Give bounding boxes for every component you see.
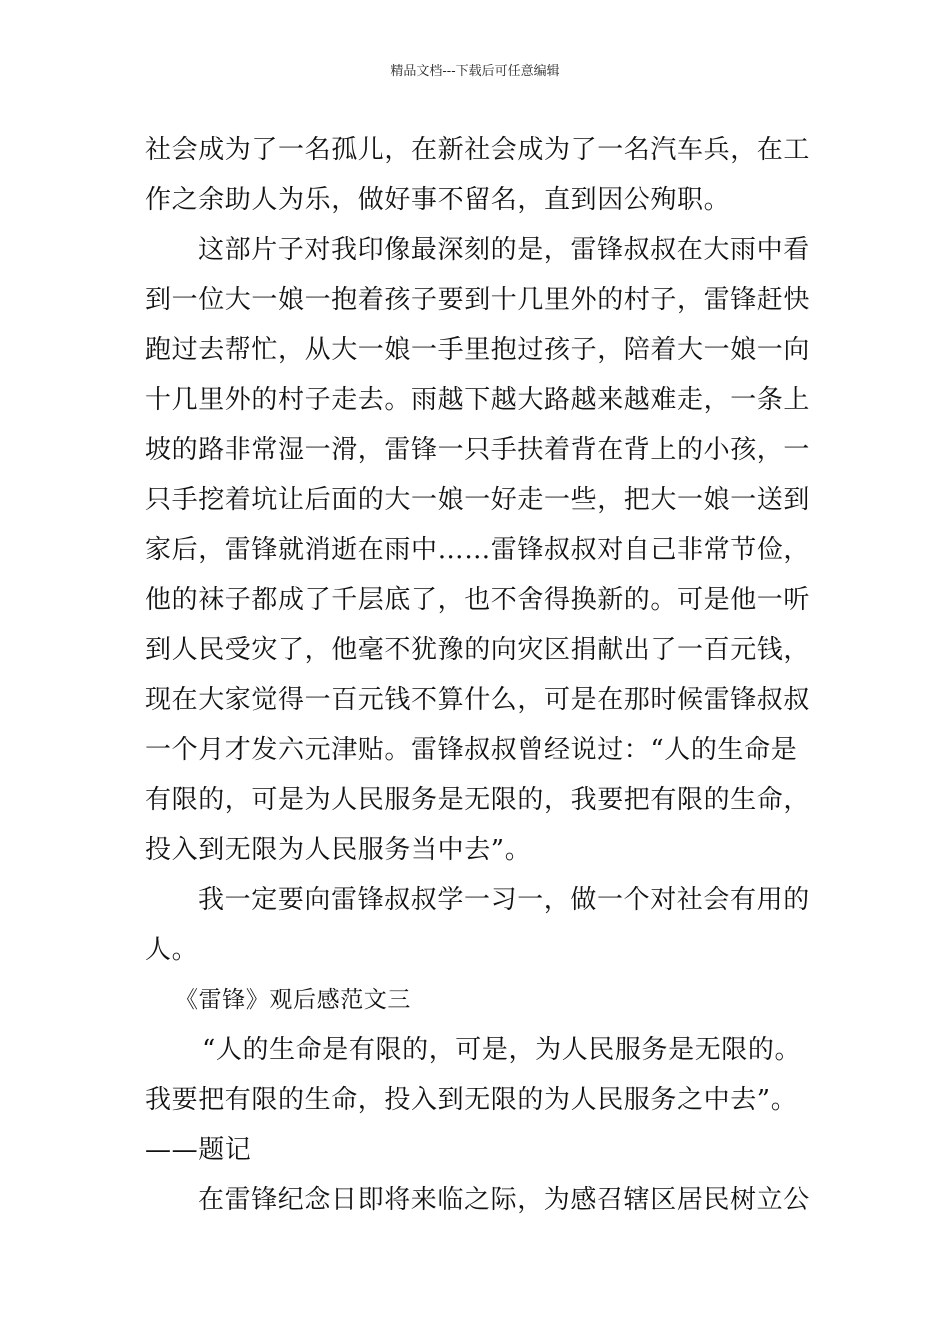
text-line: 到人民受灾了，他毫不犹豫的向灾区捐献出了一百元钱， xyxy=(145,635,811,665)
page-header: 精品文档---下载后可任意编辑 xyxy=(390,64,560,79)
text-line: 有限的，可是为人民服务是无限的，我要把有限的生命， xyxy=(145,785,811,815)
text-line: 人。 xyxy=(145,935,199,965)
paragraph-start-line: 这部片子对我印像最深刻的是，雷锋叔叔在大雨中看 xyxy=(198,235,810,265)
text-line: 十几里外的村子走去。雨越下越大路越来越难走，一条上 xyxy=(145,385,811,415)
epigraph-attribution: ——题记 xyxy=(145,1135,252,1165)
paragraph-start-line: 在雷锋纪念日即将来临之际，为感召辖区居民树立公 xyxy=(198,1185,810,1215)
text-line: 跑过去帮忙，从大一娘一手里抱过孩子，陪着大一娘一向 xyxy=(145,335,811,365)
document-body xyxy=(145,125,810,1225)
epigraph-line: “人的生命是有限的，可是，为人民服务是无限的。 xyxy=(202,1035,802,1065)
section-title: 《雷锋》观后感范文三 xyxy=(175,987,411,1013)
epigraph-line: 我要把有限的生命，投入到无限的为人民服务之中去”。 xyxy=(145,1085,798,1115)
paragraph-start-line: 我一定要向雷锋叔叔学一习一，做一个对社会有用的 xyxy=(198,885,810,915)
text-line: 坡的路非常湿一滑，雷锋一只手扶着背在背上的小孩，一 xyxy=(145,435,811,465)
text-line: 家后，雷锋就消逝在雨中……雷锋叔叔对自己非常节俭， xyxy=(145,535,811,565)
text-line: 一个月才发六元津贴。雷锋叔叔曾经说过：“人的生命是 xyxy=(145,735,798,765)
text-line: 他的袜子都成了千层底了，也不舍得换新的。可是他一听 xyxy=(145,585,811,615)
text-line: 到一位大一娘一抱着孩子要到十几里外的村子，雷锋赶快 xyxy=(145,285,811,315)
text-line: 现在大家觉得一百元钱不算什么，可是在那时候雷锋叔叔 xyxy=(145,685,811,715)
text-line: 社会成为了一名孤儿，在新社会成为了一名汽车兵，在工 xyxy=(145,135,811,165)
text-line: 只手挖着坑让后面的大一娘一好走一些，把大一娘一送到 xyxy=(145,485,811,515)
text-line: 作之余助人为乐，做好事不留名，直到因公殉职。 xyxy=(145,185,731,215)
text-line: 投入到无限为人民服务当中去”。 xyxy=(145,835,532,865)
